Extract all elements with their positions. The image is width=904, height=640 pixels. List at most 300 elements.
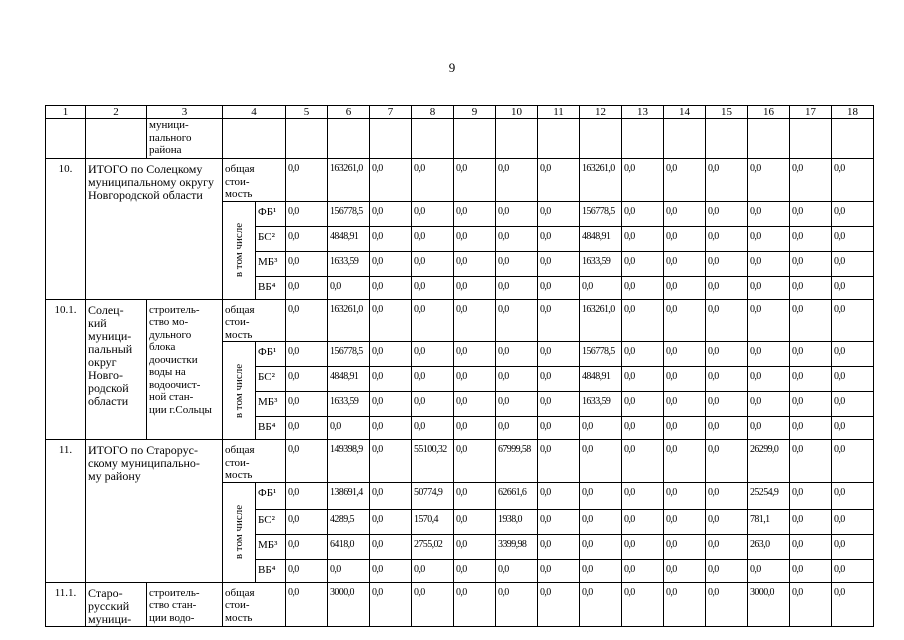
source-value: 0,0 xyxy=(496,251,538,276)
total-value: 149398,9 xyxy=(328,440,370,483)
total-value: 0,0 xyxy=(496,299,538,342)
funding-source-label: ВБ⁴ xyxy=(256,559,286,582)
source-value: 0,0 xyxy=(580,534,622,559)
total-cost-label: общая стои- мость xyxy=(223,440,286,483)
column-header-7: 7 xyxy=(370,106,412,119)
total-value: 0,0 xyxy=(496,582,538,626)
column-header-15: 15 xyxy=(706,106,748,119)
cont-value xyxy=(454,119,496,159)
source-value: 0,0 xyxy=(580,482,622,509)
source-value: 0,0 xyxy=(370,226,412,251)
source-value: 0,0 xyxy=(286,392,328,417)
total-value: 0,0 xyxy=(454,299,496,342)
source-value: 0,0 xyxy=(370,534,412,559)
source-value: 0,0 xyxy=(412,201,454,226)
source-value: 4848,91 xyxy=(328,226,370,251)
financing-table xyxy=(45,105,874,627)
funding-source-label: МБ³ xyxy=(256,392,286,417)
in-total-vertical-label xyxy=(223,201,256,299)
total-value: 0,0 xyxy=(454,159,496,202)
funding-source-label: ВБ⁴ xyxy=(256,276,286,299)
source-value: 0,0 xyxy=(412,367,454,392)
source-value: 0,0 xyxy=(286,559,328,582)
total-value: 0,0 xyxy=(790,582,832,626)
cont-value xyxy=(328,119,370,159)
total-value: 0,0 xyxy=(664,299,706,342)
source-value: 0,0 xyxy=(832,201,874,226)
column-header-12: 12 xyxy=(580,106,622,119)
source-value: 0,0 xyxy=(580,417,622,440)
source-value: 0,0 xyxy=(370,251,412,276)
cont-value xyxy=(580,119,622,159)
row-number: 11. xyxy=(46,440,86,583)
cont-value xyxy=(790,119,832,159)
source-value: 0,0 xyxy=(538,251,580,276)
total-value: 0,0 xyxy=(748,299,790,342)
total-value: 0,0 xyxy=(790,440,832,483)
source-value: 0,0 xyxy=(496,392,538,417)
total-value: 0,0 xyxy=(832,440,874,483)
source-value: 0,0 xyxy=(622,251,664,276)
funding-source-label: ФБ¹ xyxy=(256,482,286,509)
source-value: 0,0 xyxy=(496,276,538,299)
source-value: 4289,5 xyxy=(328,509,370,534)
source-value: 0,0 xyxy=(790,367,832,392)
column-header-16: 16 xyxy=(748,106,790,119)
source-value: 0,0 xyxy=(412,226,454,251)
source-value: 0,0 xyxy=(580,559,622,582)
total-value: 0,0 xyxy=(286,440,328,483)
total-cost-label: общая стои- мость xyxy=(223,299,286,342)
source-value: 0,0 xyxy=(790,226,832,251)
total-value: 0,0 xyxy=(706,440,748,483)
source-value: 0,0 xyxy=(286,367,328,392)
source-value: 1633,59 xyxy=(328,251,370,276)
source-value: 0,0 xyxy=(538,201,580,226)
source-value: 0,0 xyxy=(748,559,790,582)
row-number: 10. xyxy=(46,159,86,300)
source-value: 156778,5 xyxy=(580,201,622,226)
total-value: 0,0 xyxy=(580,440,622,483)
funding-source-label: БС² xyxy=(256,367,286,392)
source-value: 0,0 xyxy=(748,342,790,367)
source-value: 0,0 xyxy=(454,226,496,251)
source-value: 0,0 xyxy=(454,342,496,367)
source-value: 0,0 xyxy=(832,392,874,417)
total-value: 0,0 xyxy=(622,440,664,483)
total-value: 0,0 xyxy=(538,440,580,483)
column-header-8: 8 xyxy=(412,106,454,119)
total-value: 0,0 xyxy=(706,582,748,626)
total-value: 0,0 xyxy=(790,159,832,202)
source-value: 0,0 xyxy=(706,367,748,392)
source-value: 0,0 xyxy=(706,509,748,534)
source-value: 2755,02 xyxy=(412,534,454,559)
total-value: 0,0 xyxy=(580,582,622,626)
cont-value xyxy=(496,119,538,159)
source-value: 0,0 xyxy=(370,509,412,534)
source-value: 0,0 xyxy=(832,367,874,392)
total-cost-label: общая стои- мость xyxy=(223,159,286,202)
source-value: 0,0 xyxy=(286,482,328,509)
source-value: 1570,4 xyxy=(412,509,454,534)
column-header-3: 3 xyxy=(147,106,223,119)
source-value: 0,0 xyxy=(748,392,790,417)
source-value: 62661,6 xyxy=(496,482,538,509)
source-value: 6418,0 xyxy=(328,534,370,559)
source-value: 0,0 xyxy=(790,509,832,534)
source-value: 0,0 xyxy=(748,417,790,440)
total-value: 0,0 xyxy=(286,582,328,626)
funding-source-label: БС² xyxy=(256,226,286,251)
source-value: 0,0 xyxy=(706,276,748,299)
source-value: 0,0 xyxy=(454,276,496,299)
total-value: 163261,0 xyxy=(580,159,622,202)
total-value: 0,0 xyxy=(286,159,328,202)
source-value: 0,0 xyxy=(706,392,748,417)
total-value: 0,0 xyxy=(496,159,538,202)
column-header-18: 18 xyxy=(832,106,874,119)
source-value: 0,0 xyxy=(664,392,706,417)
in-total-text: в том числе xyxy=(233,504,245,560)
total-value: 0,0 xyxy=(622,159,664,202)
source-value: 0,0 xyxy=(832,417,874,440)
source-value: 1938,0 xyxy=(496,509,538,534)
source-value: 0,0 xyxy=(790,534,832,559)
cont-value xyxy=(286,119,328,159)
source-value: 0,0 xyxy=(790,482,832,509)
source-value: 0,0 xyxy=(622,392,664,417)
source-value: 0,0 xyxy=(790,276,832,299)
source-value: 0,0 xyxy=(832,342,874,367)
total-value: 0,0 xyxy=(454,440,496,483)
source-value: 0,0 xyxy=(664,534,706,559)
municipality-name: Солец- кий муници- пальный округ Новго- родской области xyxy=(86,299,147,440)
cont-value xyxy=(706,119,748,159)
total-value: 0,0 xyxy=(832,299,874,342)
column-header-5: 5 xyxy=(286,106,328,119)
source-value: 1633,59 xyxy=(328,392,370,417)
source-value: 0,0 xyxy=(370,482,412,509)
source-value: 0,0 xyxy=(622,276,664,299)
column-header-1: 1 xyxy=(46,106,86,119)
source-value: 0,0 xyxy=(706,201,748,226)
source-value: 0,0 xyxy=(538,226,580,251)
total-value: 0,0 xyxy=(706,299,748,342)
source-value: 0,0 xyxy=(370,342,412,367)
source-value: 0,0 xyxy=(370,367,412,392)
total-value: 163261,0 xyxy=(328,159,370,202)
total-value: 0,0 xyxy=(538,299,580,342)
source-value: 0,0 xyxy=(580,509,622,534)
object-name: строитель- ство стан- ции водо- xyxy=(147,582,223,626)
source-value: 0,0 xyxy=(706,534,748,559)
source-value: 0,0 xyxy=(412,417,454,440)
column-header-4: 4 xyxy=(223,106,286,119)
header-row xyxy=(46,106,874,119)
source-value: 25254,9 xyxy=(748,482,790,509)
source-value: 0,0 xyxy=(454,392,496,417)
source-value: 0,0 xyxy=(538,559,580,582)
source-value: 0,0 xyxy=(412,392,454,417)
source-value: 0,0 xyxy=(370,392,412,417)
source-value: 0,0 xyxy=(622,367,664,392)
source-value: 0,0 xyxy=(622,201,664,226)
source-value: 0,0 xyxy=(748,201,790,226)
source-value: 0,0 xyxy=(832,509,874,534)
section-name: ИТОГО по Старорус- скому муниципально- му району xyxy=(86,440,223,583)
source-value: 0,0 xyxy=(412,251,454,276)
source-value: 781,1 xyxy=(748,509,790,534)
source-value: 0,0 xyxy=(538,392,580,417)
source-value: 0,0 xyxy=(832,226,874,251)
source-value: 0,0 xyxy=(664,226,706,251)
source-value: 0,0 xyxy=(748,251,790,276)
funding-source-label: БС² xyxy=(256,509,286,534)
source-value: 0,0 xyxy=(706,482,748,509)
source-value: 0,0 xyxy=(370,417,412,440)
total-value: 163261,0 xyxy=(580,299,622,342)
source-value: 0,0 xyxy=(832,276,874,299)
total-value: 0,0 xyxy=(370,440,412,483)
source-value: 3399,98 xyxy=(496,534,538,559)
source-value: 0,0 xyxy=(286,342,328,367)
source-value: 0,0 xyxy=(496,226,538,251)
source-value: 0,0 xyxy=(496,342,538,367)
total-value: 55100,32 xyxy=(412,440,454,483)
total-value: 0,0 xyxy=(706,159,748,202)
cont-value xyxy=(412,119,454,159)
section-total-row xyxy=(46,440,874,483)
total-value: 0,0 xyxy=(412,299,454,342)
total-value: 0,0 xyxy=(454,582,496,626)
cont-col-1 xyxy=(46,119,86,159)
source-value: 0,0 xyxy=(664,201,706,226)
total-value: 0,0 xyxy=(370,582,412,626)
source-value: 0,0 xyxy=(790,342,832,367)
source-value: 0,0 xyxy=(286,251,328,276)
total-value: 0,0 xyxy=(286,299,328,342)
cont-col-2 xyxy=(86,119,147,159)
source-value: 0,0 xyxy=(664,251,706,276)
source-value: 0,0 xyxy=(790,251,832,276)
source-value: 0,0 xyxy=(454,367,496,392)
source-value: 138691,4 xyxy=(328,482,370,509)
source-value: 0,0 xyxy=(664,559,706,582)
source-value: 0,0 xyxy=(286,226,328,251)
total-value: 0,0 xyxy=(622,299,664,342)
source-value: 0,0 xyxy=(790,417,832,440)
source-value: 0,0 xyxy=(748,226,790,251)
funding-source-label: ВБ⁴ xyxy=(256,417,286,440)
source-value: 0,0 xyxy=(286,276,328,299)
source-value: 0,0 xyxy=(328,559,370,582)
source-value: 0,0 xyxy=(664,342,706,367)
total-value: 0,0 xyxy=(370,159,412,202)
cont-value xyxy=(832,119,874,159)
page-number: 9 xyxy=(448,60,456,75)
source-value: 0,0 xyxy=(538,417,580,440)
in-total-text: в том числе xyxy=(233,363,245,418)
source-value: 0,0 xyxy=(412,276,454,299)
source-value: 0,0 xyxy=(664,276,706,299)
object-name: строитель- ство мо- дульного блока доочистки воды на водоочист- ной стан- ции г.Сольцы xyxy=(147,299,223,440)
total-value: 0,0 xyxy=(412,159,454,202)
source-value: 156778,5 xyxy=(328,201,370,226)
source-value: 0,0 xyxy=(496,201,538,226)
source-value: 0,0 xyxy=(622,534,664,559)
column-header-9: 9 xyxy=(454,106,496,119)
source-value: 0,0 xyxy=(622,342,664,367)
total-value: 0,0 xyxy=(412,582,454,626)
row-number: 10.1. xyxy=(46,299,86,440)
source-value: 0,0 xyxy=(328,417,370,440)
source-value: 0,0 xyxy=(454,559,496,582)
row-number: 11.1. xyxy=(46,582,86,626)
source-value: 0,0 xyxy=(538,482,580,509)
source-value: 0,0 xyxy=(832,559,874,582)
total-cost-label: общая стои- мость xyxy=(223,582,286,626)
source-value: 0,0 xyxy=(370,276,412,299)
source-value: 0,0 xyxy=(580,276,622,299)
source-value: 4848,91 xyxy=(328,367,370,392)
total-value: 0,0 xyxy=(664,159,706,202)
source-value: 0,0 xyxy=(454,482,496,509)
source-value: 0,0 xyxy=(664,482,706,509)
total-value: 0,0 xyxy=(664,440,706,483)
cont-value xyxy=(664,119,706,159)
source-value: 0,0 xyxy=(454,509,496,534)
total-value: 0,0 xyxy=(538,159,580,202)
continuation-row xyxy=(46,119,874,159)
column-header-13: 13 xyxy=(622,106,664,119)
source-value: 0,0 xyxy=(454,201,496,226)
in-total-vertical-label xyxy=(223,342,256,440)
source-value: 156778,5 xyxy=(580,342,622,367)
cont-col-3: муници- пального района xyxy=(147,119,223,159)
column-header-11: 11 xyxy=(538,106,580,119)
total-value: 0,0 xyxy=(748,159,790,202)
funding-source-label: ФБ¹ xyxy=(256,201,286,226)
source-value: 0,0 xyxy=(328,276,370,299)
source-value: 0,0 xyxy=(748,367,790,392)
cont-value xyxy=(370,119,412,159)
total-value: 67999,58 xyxy=(496,440,538,483)
source-value: 0,0 xyxy=(664,509,706,534)
total-value: 26299,0 xyxy=(748,440,790,483)
source-value: 0,0 xyxy=(622,417,664,440)
source-value: 4848,91 xyxy=(580,367,622,392)
total-value: 0,0 xyxy=(832,159,874,202)
source-value: 0,0 xyxy=(622,509,664,534)
source-value: 0,0 xyxy=(832,534,874,559)
source-value: 0,0 xyxy=(538,367,580,392)
total-value: 3000,0 xyxy=(328,582,370,626)
source-value: 156778,5 xyxy=(328,342,370,367)
municipality-name: Старо- русский муници- xyxy=(86,582,147,626)
source-value: 0,0 xyxy=(496,417,538,440)
source-value: 263,0 xyxy=(748,534,790,559)
source-value: 0,0 xyxy=(496,559,538,582)
in-total-text: в том числе xyxy=(233,222,245,278)
source-value: 0,0 xyxy=(664,417,706,440)
source-value: 1633,59 xyxy=(580,392,622,417)
total-value: 0,0 xyxy=(622,582,664,626)
source-value: 0,0 xyxy=(622,559,664,582)
column-header-10: 10 xyxy=(496,106,538,119)
cont-col-4 xyxy=(223,119,286,159)
source-value: 0,0 xyxy=(622,226,664,251)
in-total-vertical-label xyxy=(223,482,256,582)
source-value: 0,0 xyxy=(706,251,748,276)
source-value: 0,0 xyxy=(790,392,832,417)
source-value: 0,0 xyxy=(664,367,706,392)
source-value: 0,0 xyxy=(748,276,790,299)
section-total-row xyxy=(46,299,874,342)
section-total-row xyxy=(46,159,874,202)
source-value: 0,0 xyxy=(538,342,580,367)
source-value: 0,0 xyxy=(706,342,748,367)
source-value: 0,0 xyxy=(286,417,328,440)
total-value: 0,0 xyxy=(538,582,580,626)
source-value: 0,0 xyxy=(706,226,748,251)
source-value: 0,0 xyxy=(622,482,664,509)
cont-value xyxy=(538,119,580,159)
section-total-row xyxy=(46,582,874,626)
source-value: 0,0 xyxy=(454,417,496,440)
funding-source-label: ФБ¹ xyxy=(256,342,286,367)
source-value: 0,0 xyxy=(412,559,454,582)
total-value: 163261,0 xyxy=(328,299,370,342)
source-value: 0,0 xyxy=(790,201,832,226)
source-value: 0,0 xyxy=(454,251,496,276)
source-value: 1633,59 xyxy=(580,251,622,276)
source-value: 0,0 xyxy=(412,342,454,367)
source-value: 0,0 xyxy=(538,276,580,299)
section-name: ИТОГО по Солецкому муниципальному округу Новгородской области xyxy=(86,159,223,300)
source-value: 0,0 xyxy=(790,559,832,582)
source-value: 0,0 xyxy=(454,534,496,559)
source-value: 0,0 xyxy=(370,201,412,226)
column-header-2: 2 xyxy=(86,106,147,119)
source-value: 0,0 xyxy=(706,417,748,440)
total-value: 3000,0 xyxy=(748,582,790,626)
total-value: 0,0 xyxy=(832,582,874,626)
source-value: 0,0 xyxy=(832,482,874,509)
funding-source-label: МБ³ xyxy=(256,251,286,276)
source-value: 4848,91 xyxy=(580,226,622,251)
source-value: 0,0 xyxy=(538,509,580,534)
cont-value xyxy=(748,119,790,159)
total-value: 0,0 xyxy=(790,299,832,342)
total-value: 0,0 xyxy=(370,299,412,342)
column-header-17: 17 xyxy=(790,106,832,119)
source-value: 0,0 xyxy=(706,559,748,582)
column-header-6: 6 xyxy=(328,106,370,119)
source-value: 0,0 xyxy=(496,367,538,392)
source-value: 0,0 xyxy=(286,509,328,534)
source-value: 0,0 xyxy=(370,559,412,582)
funding-source-label: МБ³ xyxy=(256,534,286,559)
source-value: 0,0 xyxy=(538,534,580,559)
source-value: 0,0 xyxy=(286,201,328,226)
source-value: 0,0 xyxy=(832,251,874,276)
cont-value xyxy=(622,119,664,159)
total-value: 0,0 xyxy=(664,582,706,626)
column-header-14: 14 xyxy=(664,106,706,119)
source-value: 0,0 xyxy=(286,534,328,559)
source-value: 50774,9 xyxy=(412,482,454,509)
